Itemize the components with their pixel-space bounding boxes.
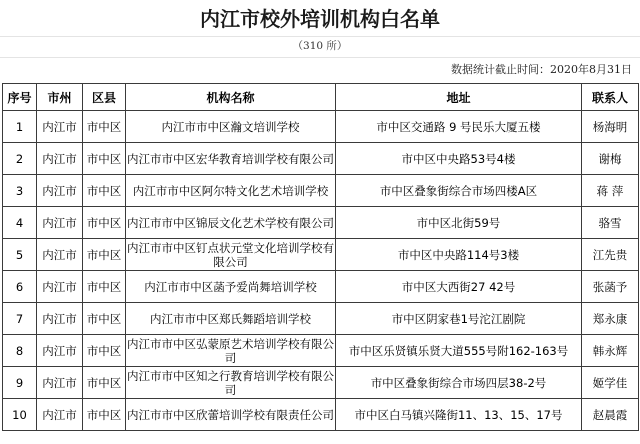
cell-district: 市中区 xyxy=(83,303,126,335)
cell-contact: 赵晨霞 xyxy=(582,399,639,431)
cell-index: 7 xyxy=(3,303,37,335)
cell-district: 市中区 xyxy=(83,143,126,175)
cell-address: 市中区阴家巷1号沱江剧院 xyxy=(336,303,582,335)
cell-district: 市中区 xyxy=(83,207,126,239)
cell-contact: 姬学佳 xyxy=(582,367,639,399)
table-row xyxy=(3,271,639,303)
header-institution-name: 机构名称 xyxy=(126,84,336,111)
cell-address: 市中区交通路 9 号民乐大厦五楼 xyxy=(336,111,582,143)
table-row xyxy=(3,335,639,367)
cell-index: 4 xyxy=(3,207,37,239)
cell-contact: 张菡予 xyxy=(582,271,639,303)
cell-city: 内江市 xyxy=(37,303,83,335)
cell-district: 市中区 xyxy=(83,239,126,271)
cell-address: 市中区乐贤镇乐贤大道555号附162-163号 xyxy=(336,335,582,367)
cell-city: 内江市 xyxy=(37,271,83,303)
cell-address: 市中区中央路114号3楼 xyxy=(336,239,582,271)
cell-district: 市中区 xyxy=(83,399,126,431)
cell-address: 市中区北街59号 xyxy=(336,207,582,239)
cell-address: 市中区叠象街综合市场四楼A区 xyxy=(336,175,582,207)
statistics-cutoff-date: 数据统计截止时间：2020年8月31日 xyxy=(451,63,632,76)
cell-contact: 郑永康 xyxy=(582,303,639,335)
cell-index: 2 xyxy=(3,143,37,175)
header-address: 地址 xyxy=(336,84,582,111)
cell-address: 市中区叠象街综合市场四层38-2号 xyxy=(336,367,582,399)
cell-address: 市中区中央路53号4楼 xyxy=(336,143,582,175)
table-row xyxy=(3,111,639,143)
cell-index: 5 xyxy=(3,239,37,271)
cell-index: 9 xyxy=(3,367,37,399)
whitelist-table xyxy=(2,83,639,431)
cell-address: 市中区白马镇兴隆街11、13、15、17号 xyxy=(336,399,582,431)
table-body xyxy=(3,111,639,431)
cell-contact: 蒋 萍 xyxy=(582,175,639,207)
table-row xyxy=(3,303,639,335)
cell-district: 市中区 xyxy=(83,175,126,207)
cell-institution-name: 内江市市中区锦辰文化艺术学校有限公司 xyxy=(126,207,336,239)
cell-city: 内江市 xyxy=(37,399,83,431)
table-row xyxy=(3,399,639,431)
cell-contact: 谢梅 xyxy=(582,143,639,175)
cell-institution-name: 内江市市中区郑氏舞蹈培训学校 xyxy=(126,303,336,335)
cell-institution-name: 内江市市中区宏华教育培训学校有限公司 xyxy=(126,143,336,175)
header-index: 序号 xyxy=(3,84,37,111)
table-row xyxy=(3,367,639,399)
cell-institution-name: 内江市市中区钉点状元堂文化培训学校有限公司 xyxy=(127,240,334,269)
cell-district: 市中区 xyxy=(83,367,126,399)
header-district: 区县 xyxy=(83,84,126,111)
cell-city: 内江市 xyxy=(37,335,83,367)
cell-contact: 韩永辉 xyxy=(582,335,639,367)
grid-line xyxy=(0,57,640,58)
header-contact: 联系人 xyxy=(582,84,639,111)
table-row xyxy=(3,175,639,207)
cell-address: 市中区大西街27 42号 xyxy=(336,271,582,303)
cell-index: 1 xyxy=(3,111,37,143)
cell-institution-name: 内江市市中区阿尔特文化艺术培训学校 xyxy=(126,175,336,207)
cell-institution-name: 内江市市中区弘蒙原艺术培训学校有限公司 xyxy=(127,336,334,365)
cell-city: 内江市 xyxy=(37,207,83,239)
cell-district: 市中区 xyxy=(83,111,126,143)
cell-institution-name: 内江市市中区菡予爱尚舞培训学校 xyxy=(126,271,336,303)
cell-city: 内江市 xyxy=(37,111,83,143)
cell-district: 市中区 xyxy=(83,271,126,303)
cell-city: 内江市 xyxy=(37,175,83,207)
header-city: 市州 xyxy=(37,84,83,111)
table-row xyxy=(3,239,639,271)
cell-institution-name: 内江市市中区瀚文培训学校 xyxy=(126,111,336,143)
cell-index: 8 xyxy=(3,335,37,367)
cell-city: 内江市 xyxy=(37,143,83,175)
cell-contact: 骆雪 xyxy=(582,207,639,239)
cell-contact: 杨海明 xyxy=(582,111,639,143)
table-header-row xyxy=(3,84,639,111)
institution-count-note: （310 所） xyxy=(292,40,348,52)
cell-institution-name: 内江市市中区欣蕾培训学校有限责任公司 xyxy=(126,399,336,431)
document-title: 内江市校外培训机构白名单 xyxy=(200,7,440,31)
cell-index: 6 xyxy=(3,271,37,303)
cell-institution-name: 内江市市中区知之行教育培训学校有限公司 xyxy=(127,368,334,397)
cell-contact: 江先贵 xyxy=(582,239,639,271)
table-row xyxy=(3,143,639,175)
cell-city: 内江市 xyxy=(37,367,83,399)
table-row xyxy=(3,207,639,239)
cell-city: 内江市 xyxy=(37,239,83,271)
cell-index: 3 xyxy=(3,175,37,207)
cell-index: 10 xyxy=(3,399,37,431)
cell-district: 市中区 xyxy=(83,335,126,367)
